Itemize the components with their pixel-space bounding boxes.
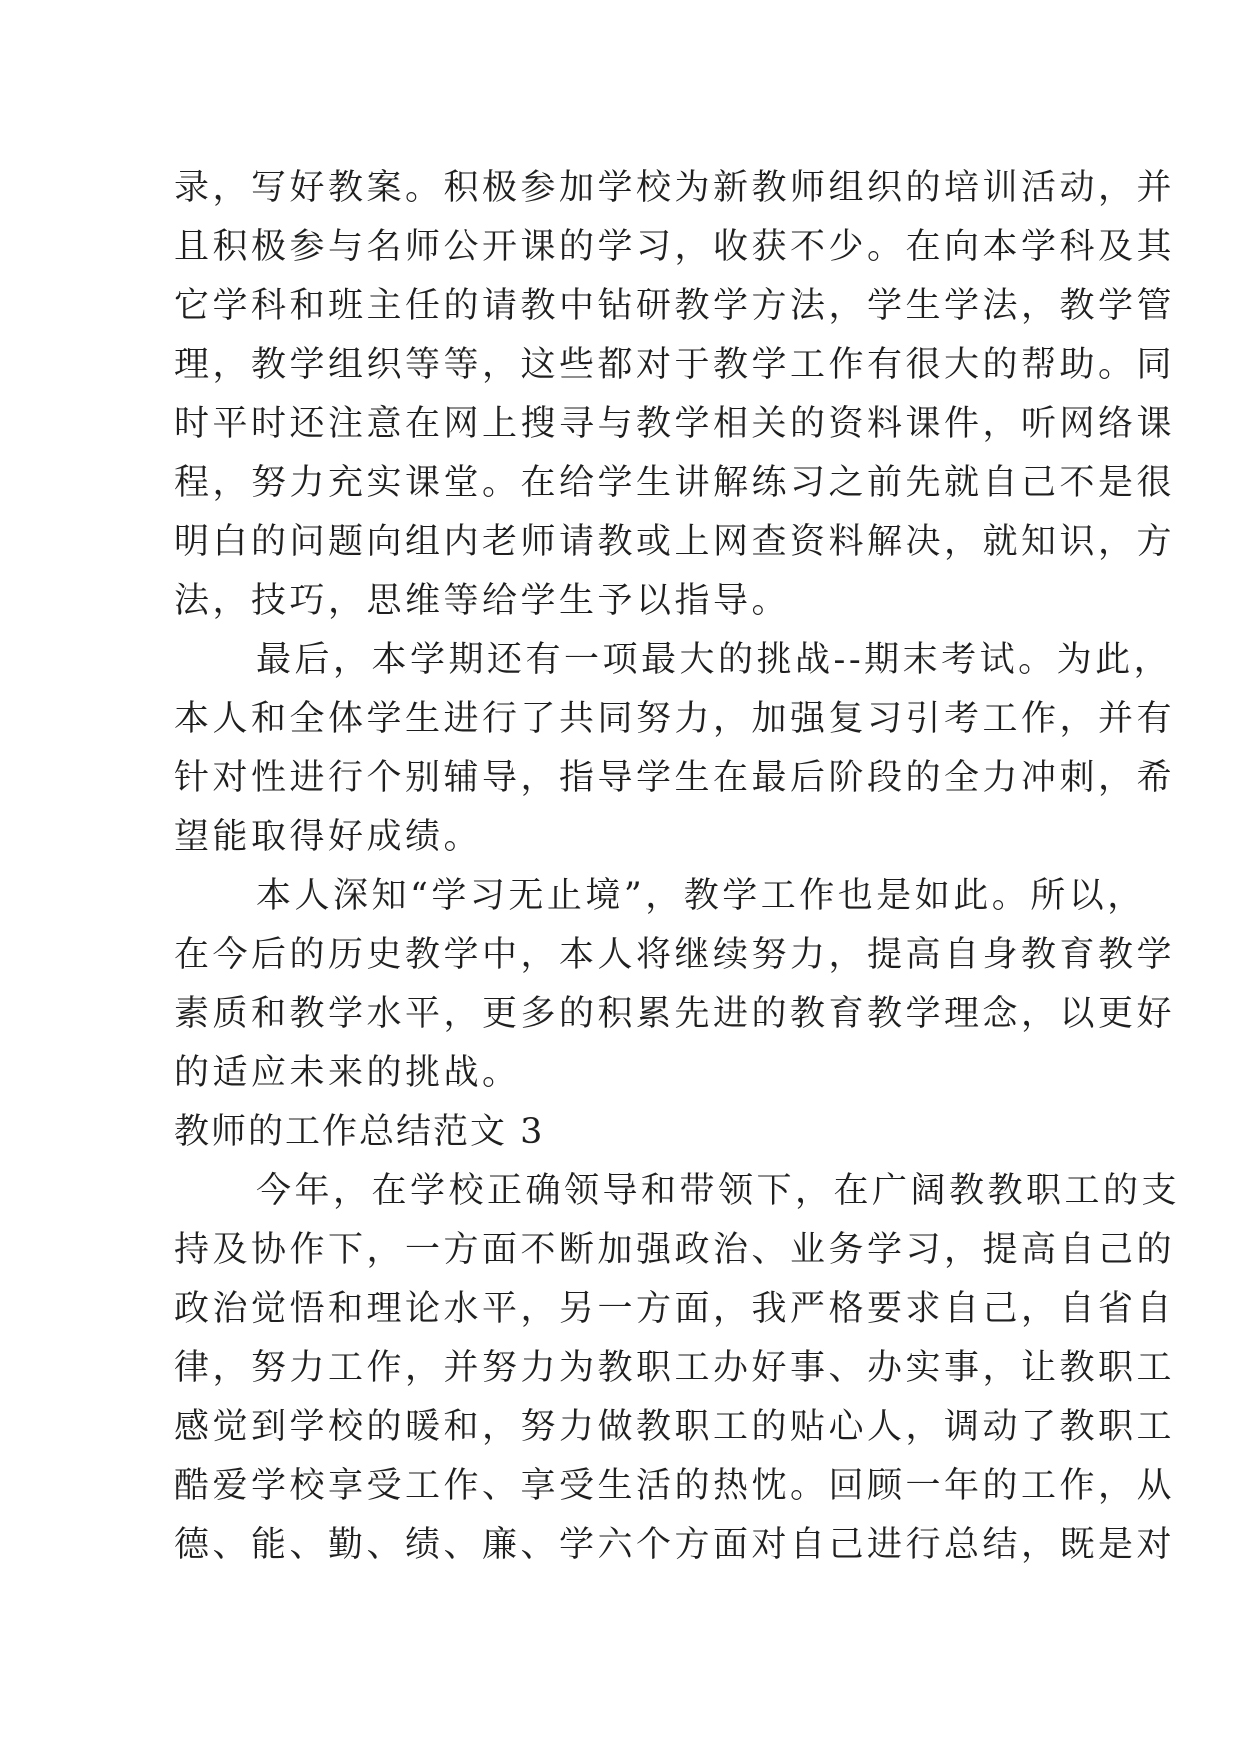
text-line: 感觉到学校的暖和，努力做教职工的贴心人，调动了教职工 [174, 1407, 1176, 1447]
text-line: 时平时还注意在网上搜寻与教学相关的资料课件，听网络课 [174, 404, 1176, 444]
text-line: 律，努力工作，并努力为教职工办好事、办实事，让教职工 [174, 1348, 1176, 1388]
text-line: 理，教学组织等等，这些都对于教学工作有很大的帮助。同 [174, 345, 1176, 385]
text-line: 针对性进行个别辅导，指导学生在最后阶段的全力冲刺，希 [174, 758, 1176, 798]
text-line: 的适应未来的挑战。 [174, 1053, 521, 1093]
text-line: 程，努力充实课堂。在给学生讲解练习之前先就自己不是很 [174, 463, 1176, 503]
text-line: 录，写好教案。积极参加学校为新教师组织的培训活动，并 [174, 168, 1176, 208]
text-line: 且积极参与名师公开课的学习，收获不少。在向本学科及其 [174, 227, 1176, 267]
paragraph-first-line: 本人深知“学习无止境”，教学工作也是如此。所以， [256, 876, 1146, 916]
text-line: 持及协作下，一方面不断加强政治、业务学习，提高自己的 [174, 1230, 1176, 1270]
section-heading: 教师的工作总结范文 3 [174, 1112, 545, 1152]
text-line: 法，技巧，思维等给学生予以指导。 [174, 581, 791, 621]
text-line: 德、能、勤、绩、廉、学六个方面对自己进行总结，既是对 [174, 1525, 1176, 1565]
text-line: 素质和教学水平，更多的积累先进的教育教学理念，以更好 [174, 994, 1176, 1034]
text-line: 望能取得好成绩。 [174, 817, 483, 857]
text-line: 本人和全体学生进行了共同努力，加强复习引考工作，并有 [174, 699, 1176, 739]
text-line: 酷爱学校享受工作、享受生活的热忱。回顾一年的工作，从 [174, 1466, 1176, 1506]
paragraph-first-line: 最后，本学期还有一项最大的挑战--期末考试。为此， [256, 640, 1173, 680]
text-line: 明白的问题向组内老师请教或上网查资料解决，就知识，方 [174, 522, 1176, 562]
text-line: 在今后的历史教学中，本人将继续努力，提高自身教育教学 [174, 935, 1176, 975]
paragraph-first-line: 今年，在学校正确领导和带领下，在广阔教教职工的支 [256, 1171, 1181, 1211]
text-line: 它学科和班主任的请教中钻研教学方法，学生学法，教学管 [174, 286, 1176, 326]
text-line: 政治觉悟和理论水平，另一方面，我严格要求自己，自省自 [174, 1289, 1176, 1329]
